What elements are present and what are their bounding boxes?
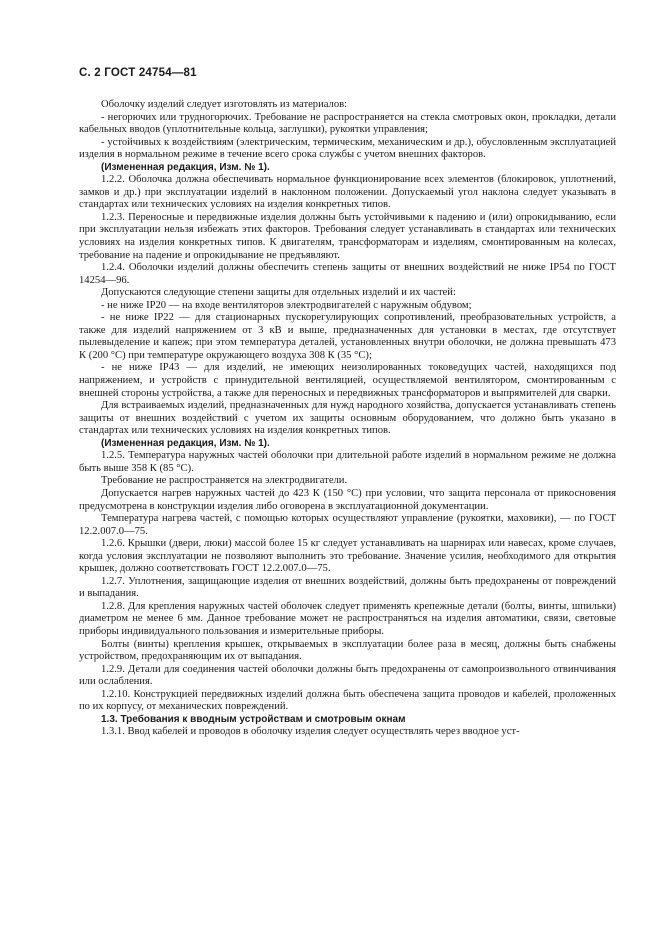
section-heading: (Измененная редакция, Изм. № 1). xyxy=(101,437,270,449)
paragraph: 1.2.10. Конструкцией передвижных изделий должна быть обеспечена защита проводов и кабелей, проложенных по их корпусу, от механических повреждений. xyxy=(79,688,616,713)
paragraph: 1.3.1. Ввод кабелей и проводов в оболочку изделия следует осуществлять через вводное уст- xyxy=(101,726,520,738)
paragraph: 1.2.3. Переносные и передвижные изделия должны быть устойчивыми к падению и (или) опрокидыванию, если при эксплуатации нельзя избежать этих факторов. Требования следует устанавливать в стандартах или технических условиях на изделия конкретных типов. К двигателям, трансформаторам и изделиям, смонтированным на колесах, требование на падение и опрокидывание не предъявляют. xyxy=(79,211,616,261)
paragraph: Температура нагрева частей, с помощью которых осуществляют управление (рукоятки, маховики), — по ГОСТ 12.2.007.0—75. xyxy=(79,513,616,537)
document-page xyxy=(79,67,616,739)
paragraph: 1.2.9. Детали для соединения частей оболочки должны быть предохранены от самопроизвольного отвинчивания или ослабления. xyxy=(79,663,616,688)
paragraph: Требование не распространяется на электродвигатели. xyxy=(101,475,348,487)
paragraph: - не ниже IP20 — на входе вентиляторов электродвигателей с наружным обдувом; xyxy=(101,299,472,311)
page-header: С. 2 ГОСТ 24754—81 xyxy=(79,67,197,79)
paragraph: 1.2.5. Температура наружных частей оболочки при длительной работе изделий в нормальном режиме не должна быть выше 358 К (85 °С). xyxy=(79,450,616,474)
paragraph: 1.2.4. Оболочки изделий должны обеспечить степень защиты от внешних воздействий не ниже IP54 по ГОСТ 14254—96. xyxy=(79,262,616,286)
document-body xyxy=(79,99,616,739)
paragraph: Оболочку изделий следует изготовлять из материалов: xyxy=(101,99,348,110)
paragraph: 1.2.6. Крышки (двери, люки) массой более 15 кг следует устанавливать на шарнирах или навесах, кроме случаев, когда условия эксплуатации не позволяют выполнить это требование. Значение усилия, необходимого для открытия крышек, должно соответствовать ГОСТ 12.2.007.0—75. xyxy=(79,538,616,575)
paragraph: 1.2.2. Оболочка должна обеспечивать нормальное функционирование всех элементов (блокировок, уплотнений, замков и др.) при эксплуатации изделий в наклонном положении. Допускаемый угол наклона следует указывать в стандартах или технических условиях на изделия конкретных типов. xyxy=(79,174,616,211)
paragraph: - негорючих или трудногорючих. Требование не распространяется на стекла смотровых окон, прокладки, детали кабельных вводов (уплотнительные кольца, заглушки), рукоятки управления; xyxy=(79,111,616,136)
section-heading: 1.3. Требования к вводным устройствам и смотровым окнам xyxy=(101,713,406,725)
section-heading: (Измененная редакция, Изм. № 1). xyxy=(101,161,270,173)
paragraph: Болты (винты) крепления крышек, открываемых в эксплуатации более раза в месяц, должны быть снабжены устройством, предохраняющим их от выпадания. xyxy=(79,638,616,663)
paragraph: - не ниже IP22 — для стационарных пускорегулирующих сопротивлений, преобразовательных устройств, а также для изделий напряжением от 3 кВ и выше, предназначенных для установки в местах, где отсутствует пылевыделение и капеж; при этом температура деталей, установленных внутри оболочки, не должна превышать 473 К (200 °С) при температуре окружающего воздуха 308 К (35 °С); xyxy=(79,312,616,361)
paragraph: 1.2.7. Уплотнения, защищающие изделия от внешних воздействий, должны быть предохранены от повреждений и выпадания. xyxy=(79,575,616,600)
paragraph: Допускаются следующие степени защиты для отдельных изделий и их частей: xyxy=(101,287,456,299)
paragraph: - устойчивых к воздействиям (электрическим, термическим, механическим и др.), обусловленным эксплуатацией изделия в нормальном режиме в течение всего срока службы с учетом внешних факторов. xyxy=(79,136,616,161)
paragraph: Для встраиваемых изделий, предназначенных для нужд народного хозяйства, допускается устанавливать степень защиты от внешних воздействий с учетом их защиты основным оборудованием, что должно быть указано в стандартах или технических условиях на изделия конкретных типов. xyxy=(79,400,616,437)
paragraph: 1.2.8. Для крепления наружных частей оболочек следует применять крепежные детали (болты, винты, шпильки) диаметром не менее 6 мм. Данное требование может не распространяться на изделия автоматики, связи, световые приборы индивидуального пользования и измерительные приборы. xyxy=(79,600,616,637)
paragraph: Допускается нагрев наружных частей до 423 К (150 °С) при условии, что защита персонала от прикосновения предусмотрена в конструкции изделия либо оговорена в эксплуатационной документации. xyxy=(79,487,616,512)
paragraph: - не ниже IP43 — для изделий, не имеющих неизолированных токоведущих частей, находящихся под напряжением, и устройств с принудительной вентиляцией, осуществляемой вентилятором, смонтированным с внешней стороны устройства, а также для переносных и передвижных трансформаторов и выпрямителей для сварки. xyxy=(79,362,616,399)
